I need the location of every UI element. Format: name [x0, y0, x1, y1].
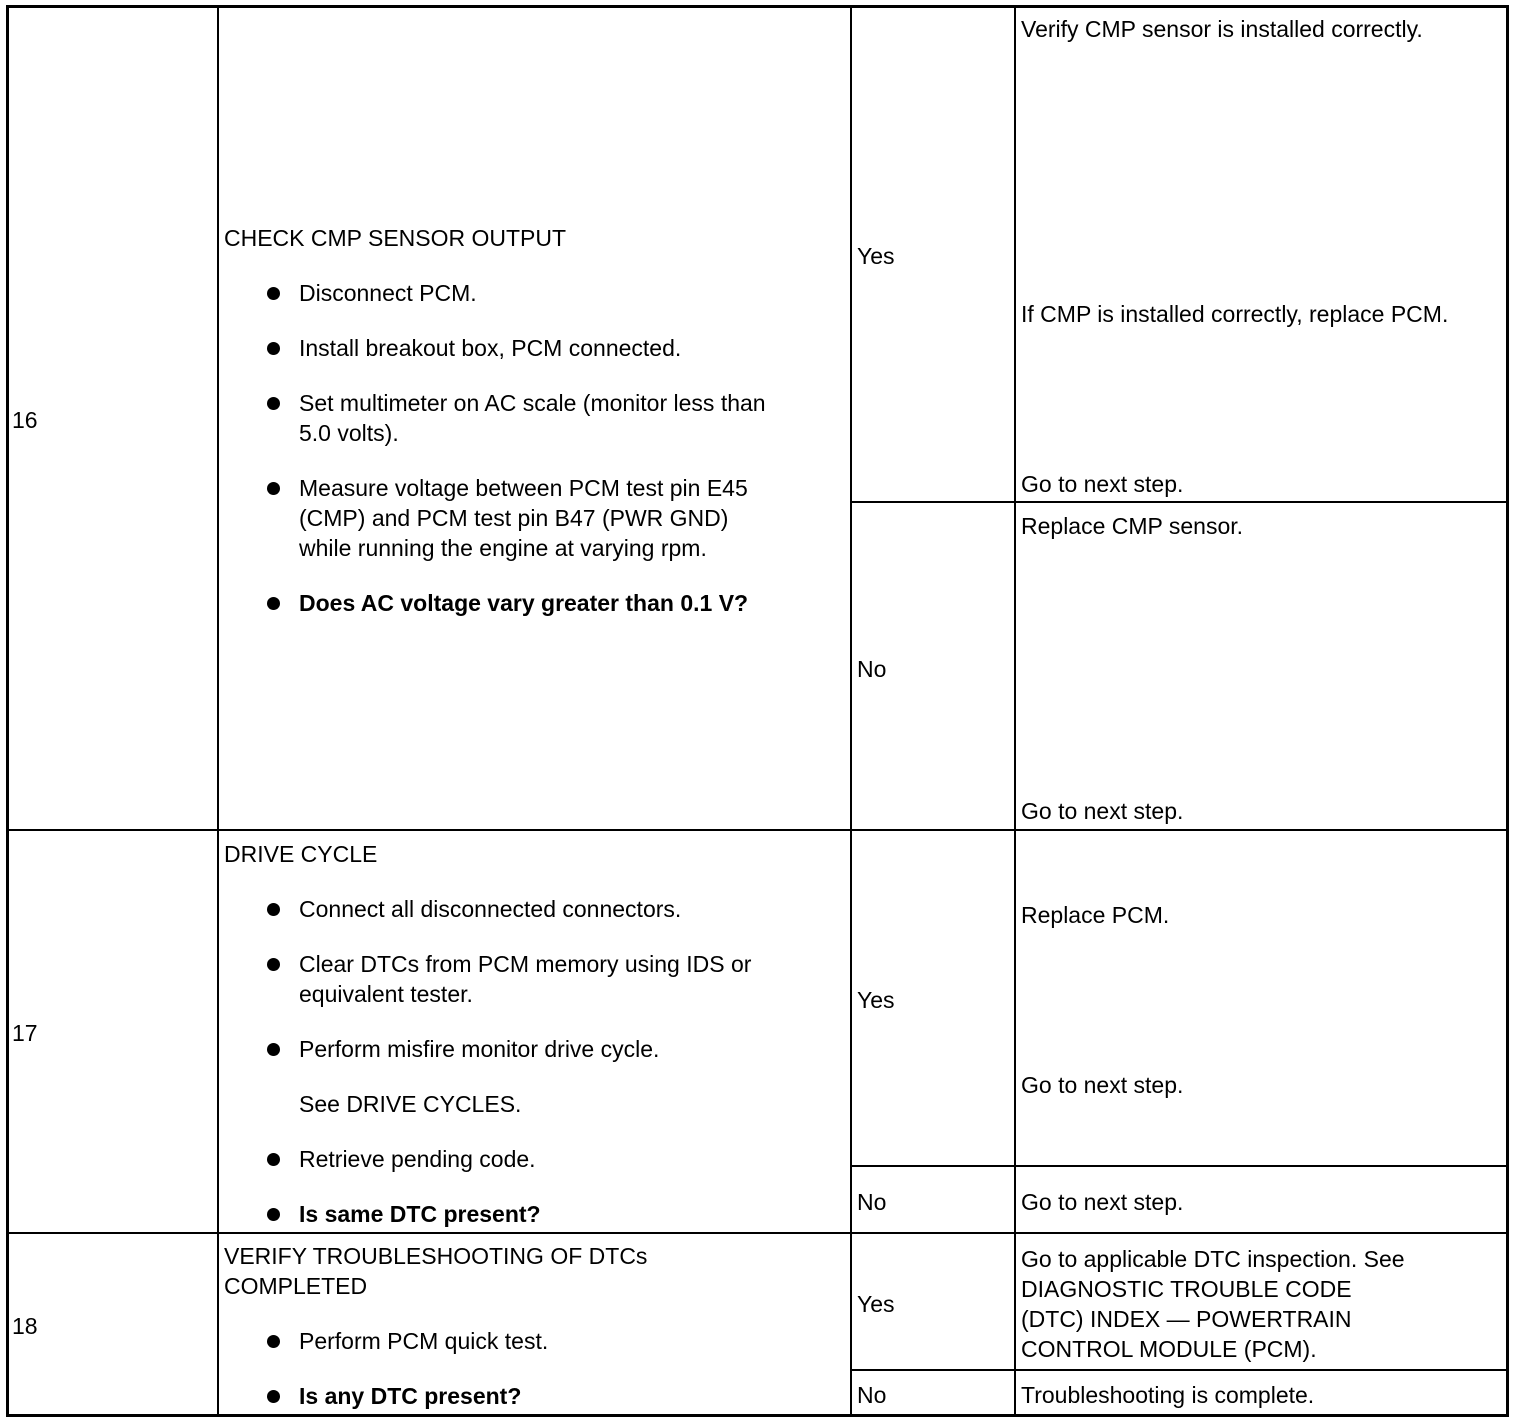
bullet-icon — [267, 958, 280, 971]
result-text: (DTC) INDEX — POWERTRAIN — [1021, 1306, 1352, 1332]
step-title: CHECK CMP SENSOR OUTPUT — [224, 225, 567, 251]
action-note: See DRIVE CYCLES. — [299, 1091, 522, 1117]
bullet-icon — [267, 903, 280, 916]
row-divider — [6, 1232, 1509, 1234]
answer-label: Yes — [857, 987, 895, 1013]
answer-label: Yes — [857, 1291, 895, 1317]
bullet-icon — [267, 397, 280, 410]
result-text: Go to next step. — [1021, 798, 1184, 824]
bullet-icon — [267, 482, 280, 495]
column-divider — [217, 5, 219, 1417]
column-divider — [1014, 5, 1016, 1417]
action-text: equivalent tester. — [299, 981, 473, 1007]
bullet-icon — [267, 1153, 280, 1166]
result-divider — [850, 501, 1509, 503]
result-text: Replace PCM. — [1021, 902, 1170, 928]
step-number: 17 — [12, 1020, 38, 1046]
answer-label: No — [857, 1382, 887, 1408]
table-border-top — [6, 5, 1509, 8]
action-text: (CMP) and PCM test pin B47 (PWR GND) — [299, 505, 729, 531]
action-text: 5.0 volts). — [299, 420, 399, 446]
table-border-right — [1506, 5, 1509, 1417]
bullet-icon — [267, 287, 280, 300]
action-text: Set multimeter on AC scale (monitor less than — [299, 390, 766, 416]
answer-label: No — [857, 656, 887, 682]
result-text: If CMP is installed correctly, replace PCM. — [1021, 301, 1449, 327]
result-text: Replace CMP sensor. — [1021, 513, 1244, 539]
action-text: while running the engine at varying rpm. — [299, 535, 707, 561]
result-divider — [850, 1369, 1509, 1371]
bullet-icon — [267, 1043, 280, 1056]
action-text: Perform PCM quick test. — [299, 1328, 549, 1354]
bullet-icon — [267, 342, 280, 355]
result-text: Go to next step. — [1021, 471, 1184, 497]
result-text: DIAGNOSTIC TROUBLE CODE — [1021, 1276, 1352, 1302]
action-text: Clear DTCs from PCM memory using IDS or — [299, 951, 752, 977]
step-title: VERIFY TROUBLESHOOTING OF DTCs — [224, 1243, 648, 1269]
action-text: Install breakout box, PCM connected. — [299, 335, 682, 361]
bullet-icon — [267, 1335, 280, 1348]
answer-label: Yes — [857, 243, 895, 269]
action-text: Retrieve pending code. — [299, 1146, 536, 1172]
question-text: Is any DTC present? — [299, 1383, 522, 1409]
step-number: 18 — [12, 1313, 38, 1339]
result-text: Go to applicable DTC inspection. See — [1021, 1246, 1405, 1272]
result-text: Verify CMP sensor is installed correctly. — [1021, 16, 1423, 42]
step-title: COMPLETED — [224, 1273, 368, 1299]
step-title: DRIVE CYCLE — [224, 841, 378, 867]
table-border-bottom — [6, 1414, 1509, 1417]
result-text: Go to next step. — [1021, 1072, 1184, 1098]
bullet-icon — [267, 1390, 280, 1403]
table-border-left — [6, 5, 9, 1417]
result-text: Troubleshooting is complete. — [1021, 1382, 1315, 1408]
column-divider — [850, 5, 852, 1417]
bullet-icon — [267, 597, 280, 610]
answer-label: No — [857, 1189, 887, 1215]
result-divider — [850, 1165, 1509, 1167]
row-divider — [6, 829, 1509, 831]
action-text: Disconnect PCM. — [299, 280, 477, 306]
action-text: Perform misfire monitor drive cycle. — [299, 1036, 660, 1062]
question-text: Is same DTC present? — [299, 1201, 541, 1227]
action-text: Measure voltage between PCM test pin E45 — [299, 475, 748, 501]
bullet-icon — [267, 1208, 280, 1221]
result-text: Go to next step. — [1021, 1189, 1184, 1215]
step-number: 16 — [12, 407, 38, 433]
result-text: CONTROL MODULE (PCM). — [1021, 1336, 1317, 1362]
question-text: Does AC voltage vary greater than 0.1 V? — [299, 590, 749, 616]
action-text: Connect all disconnected connectors. — [299, 896, 682, 922]
